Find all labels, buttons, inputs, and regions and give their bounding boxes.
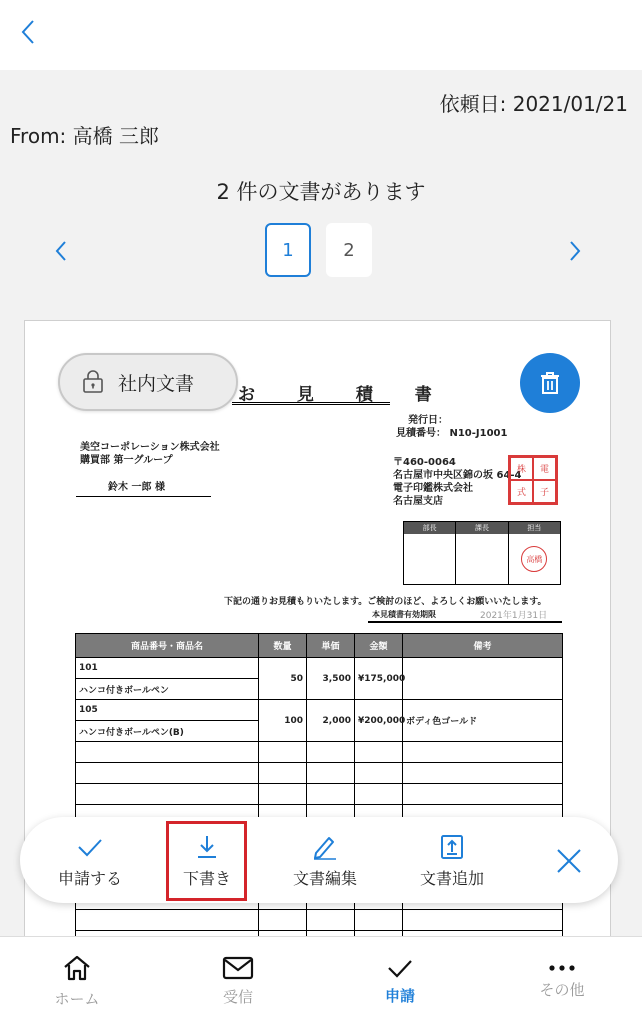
document-title: お 見 積 書 <box>238 385 450 405</box>
client-company: 美空コーポレーション株式会社 <box>80 442 220 453</box>
table-header: 数量 <box>259 634 307 658</box>
table-header: 金額 <box>355 634 403 658</box>
approval-header: 担当 <box>509 522 560 534</box>
issue-info <box>396 414 507 440</box>
delete-document-button[interactable] <box>520 353 580 413</box>
document-count: 2 件の文書があります <box>216 180 426 204</box>
approval-col-staff <box>509 522 560 584</box>
top-bar <box>0 0 642 70</box>
trash-icon <box>538 370 562 396</box>
seal-char: 株 <box>510 457 533 480</box>
chevron-left-icon <box>54 240 68 262</box>
apply-button[interactable] <box>50 817 130 903</box>
page-2-button[interactable]: 2 <box>326 223 372 277</box>
check-icon <box>76 836 104 858</box>
estimate-note: 下記の通りお見積もりいたします。ご検討のほど、よろしくお願いいたします。 <box>224 597 547 607</box>
supplier-postal: 〒460-0064 <box>393 457 456 468</box>
item-amount: ¥200,000 <box>355 700 403 742</box>
home-icon <box>62 954 92 982</box>
from-sender: From: 高橋 三郎 <box>10 124 160 148</box>
next-page-button[interactable] <box>560 236 590 266</box>
approval-col-manager <box>404 522 456 584</box>
internal-document-badge[interactable] <box>58 353 238 411</box>
supplier-info <box>393 456 522 508</box>
request-date: 依頼日: 2021/01/21 <box>439 92 628 116</box>
validity-label: 本見積書有効期限 <box>372 610 436 619</box>
supplier-company: 電子印鑑株式会社 <box>393 483 473 494</box>
recipient-underline <box>76 496 211 497</box>
table-row <box>76 658 563 679</box>
chevron-left-icon <box>20 19 36 45</box>
seal-char: 子 <box>533 480 556 503</box>
supplier-address: 名古屋市中央区錦の坂 64-4 <box>393 470 522 481</box>
item-price: 2,000 <box>307 700 355 742</box>
nav-home-label: ホーム <box>54 989 100 1008</box>
action-bar <box>20 817 618 903</box>
client-department: 購買部 第一グループ <box>80 455 173 466</box>
table-row <box>76 784 563 805</box>
item-qty: 100 <box>259 700 307 742</box>
badge-label: 社内文書 <box>118 372 195 395</box>
item-note <box>403 658 563 700</box>
issue-date-label: 発行日： <box>408 415 448 426</box>
approval-col-section <box>456 522 508 584</box>
approval-header: 課長 <box>456 522 507 534</box>
nav-home[interactable] <box>17 937 137 1024</box>
item-code: 105 <box>76 700 259 721</box>
check-icon <box>386 957 414 979</box>
table-row <box>76 910 563 931</box>
item-name: ハンコ付きボールペン <box>76 679 259 700</box>
nav-apply[interactable] <box>340 937 460 1024</box>
approval-header: 部長 <box>404 522 455 534</box>
table-header: 単価 <box>307 634 355 658</box>
title-underline <box>232 402 390 405</box>
item-price: 3,500 <box>307 658 355 700</box>
chevron-right-icon <box>568 240 582 262</box>
item-qty: 50 <box>259 658 307 700</box>
approval-box <box>403 521 561 585</box>
nav-other-label: その他 <box>539 980 585 999</box>
apply-label: 申請する <box>57 868 122 888</box>
edit-document-button[interactable] <box>280 817 370 903</box>
lock-icon <box>82 370 104 394</box>
page-1-button[interactable]: 1 <box>265 223 311 277</box>
draft-label: 下書き <box>182 868 231 888</box>
client-info <box>80 441 220 467</box>
nav-inbox[interactable] <box>178 937 298 1024</box>
validity-date: 2021年1月31日 <box>480 611 548 621</box>
close-icon <box>555 847 583 875</box>
item-name: ハンコ付きボールペン(B) <box>76 721 259 742</box>
company-seal <box>508 455 558 505</box>
bottom-navigation <box>0 936 642 1024</box>
item-code: 101 <box>76 658 259 679</box>
prev-page-button[interactable] <box>46 236 76 266</box>
items-table <box>75 633 563 952</box>
approval-stamp: 高橋 <box>521 546 547 572</box>
nav-inbox-label: 受信 <box>222 987 253 1006</box>
nav-apply-label: 申請 <box>384 986 415 1005</box>
table-row <box>76 763 563 784</box>
table-header: 商品番号・商品名 <box>76 634 259 658</box>
supplier-branch: 名古屋支店 <box>393 496 443 507</box>
recipient-name: 鈴木 一郎 様 <box>108 482 165 493</box>
draft-button[interactable] <box>167 817 247 903</box>
table-row <box>76 700 563 721</box>
add-document-button[interactable] <box>407 817 497 903</box>
more-icon <box>547 963 577 973</box>
edit-label: 文書編集 <box>292 868 357 888</box>
close-actions-button[interactable] <box>552 844 586 878</box>
pencil-icon <box>311 834 339 860</box>
item-amount: ¥175,000 <box>355 658 403 700</box>
nav-other[interactable] <box>502 937 622 1024</box>
table-row <box>76 742 563 763</box>
item-note: ボディ色ゴールド <box>403 700 563 742</box>
mail-icon <box>222 956 254 980</box>
estimate-number: 見積番号： N10-J1001 <box>396 428 508 439</box>
validity-underline <box>368 621 562 623</box>
add-label: 文書追加 <box>419 868 484 888</box>
back-button[interactable] <box>10 14 46 50</box>
seal-char: 式 <box>510 480 533 503</box>
table-header: 備考 <box>403 634 563 658</box>
seal-char: 電 <box>533 457 556 480</box>
upload-box-icon <box>440 834 464 860</box>
download-icon <box>195 834 219 860</box>
